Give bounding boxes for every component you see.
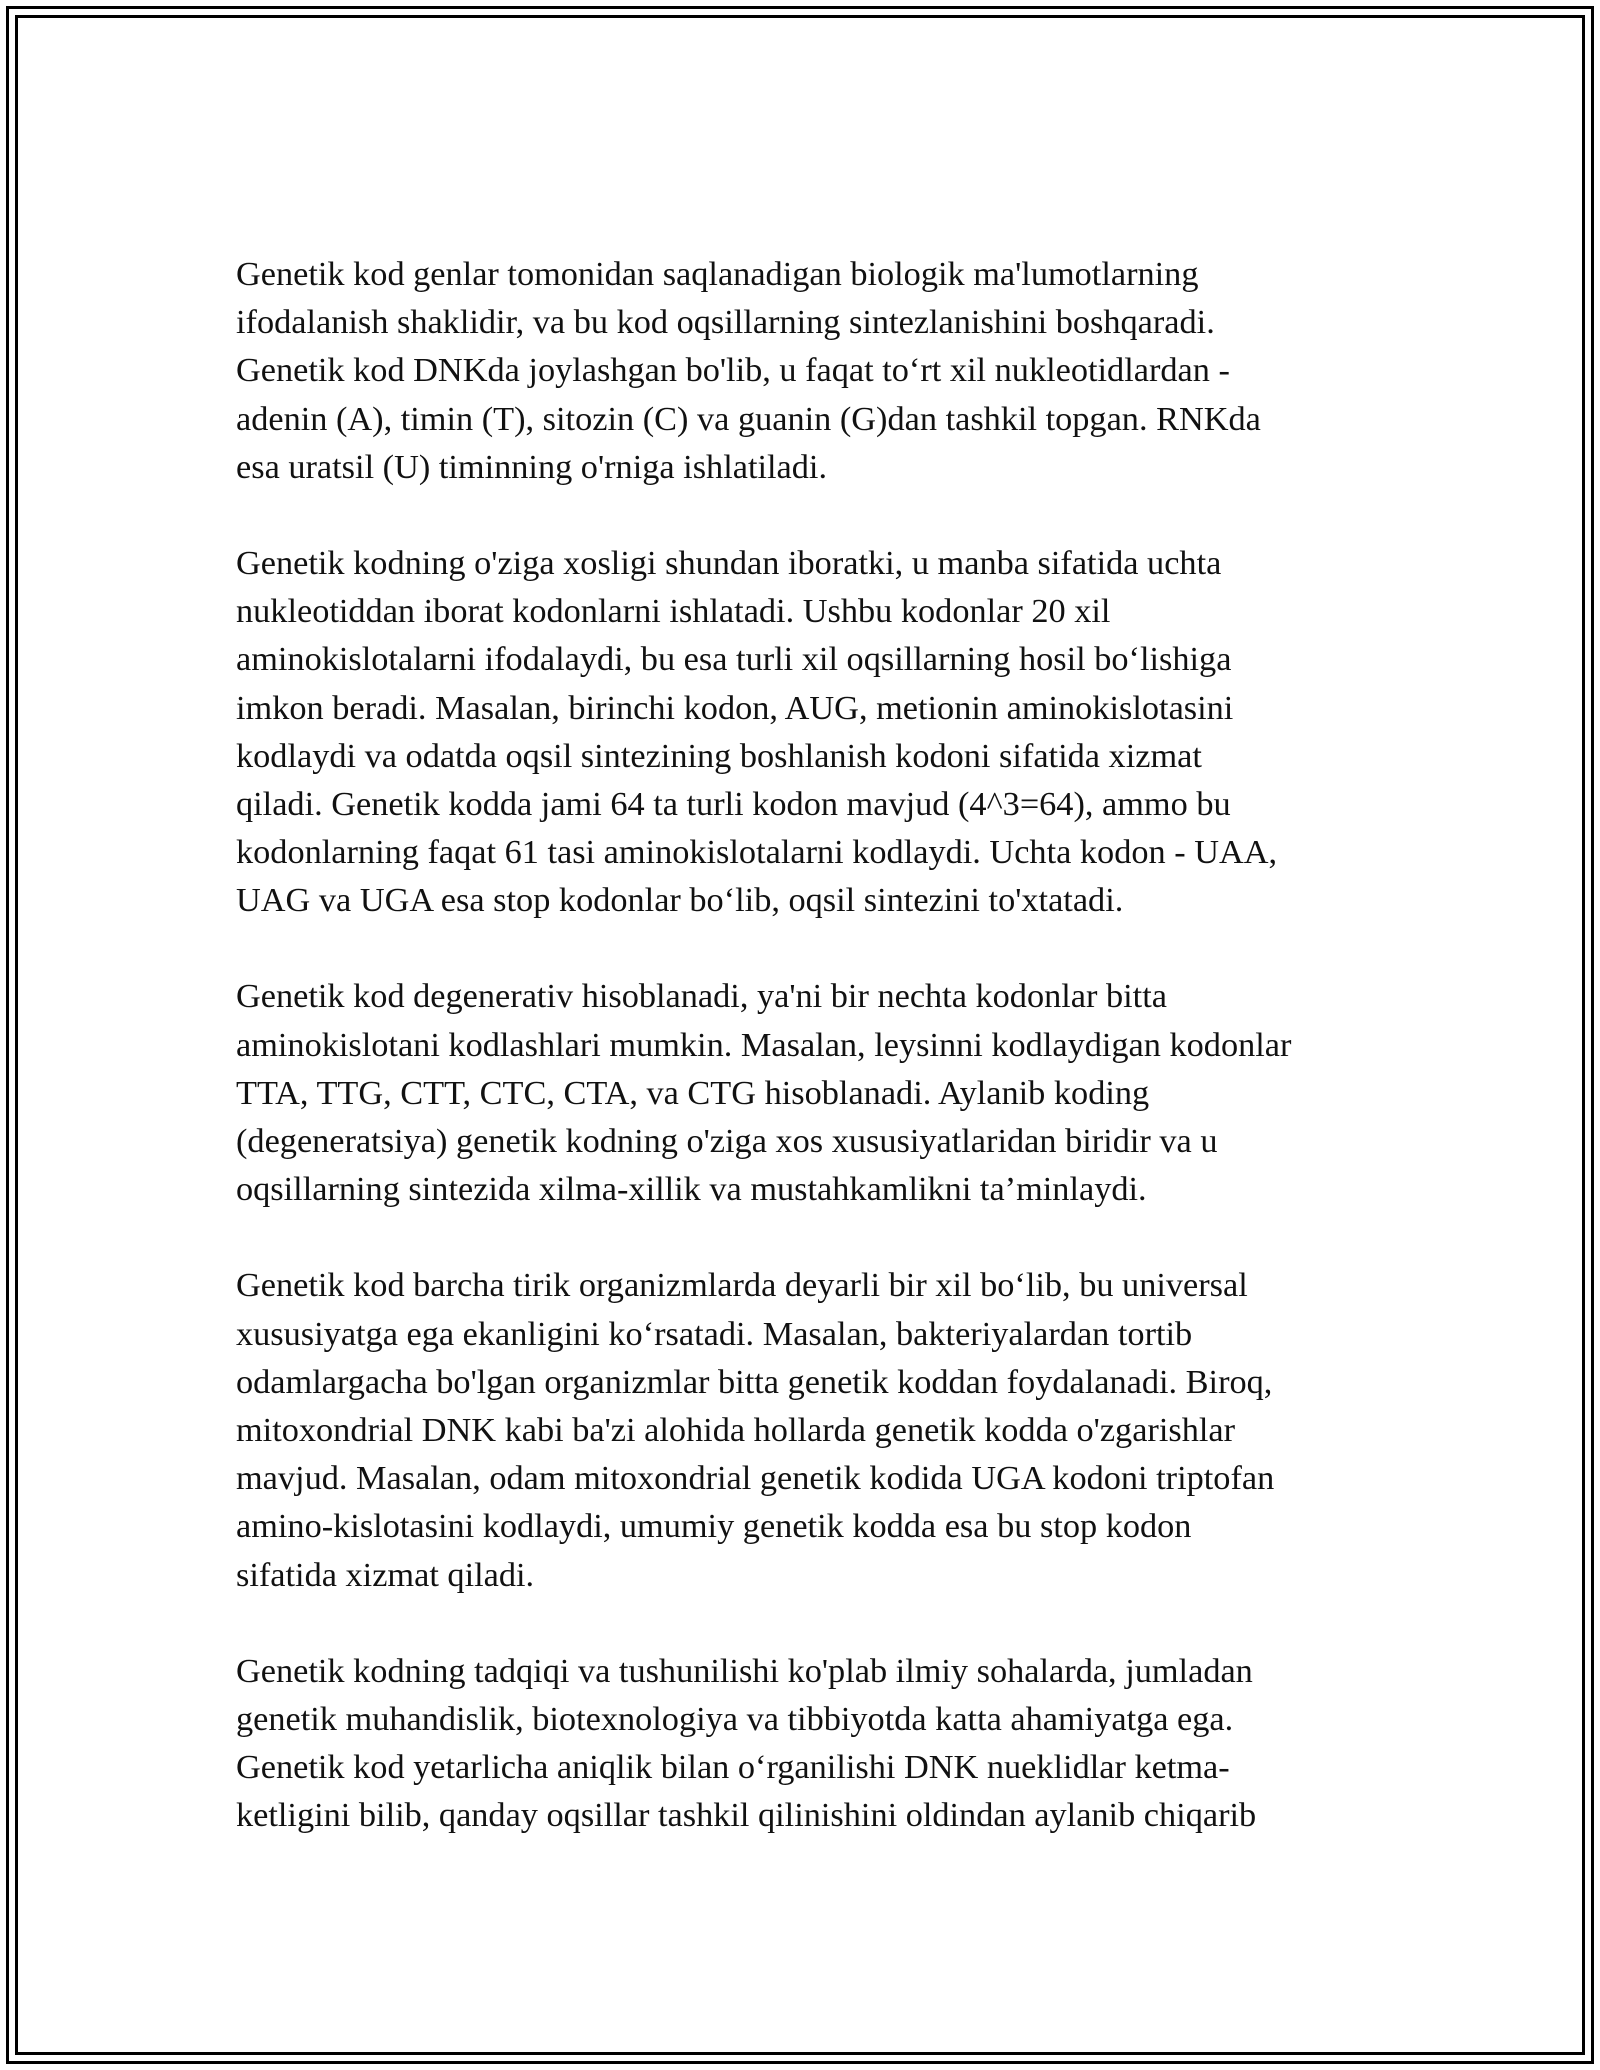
text-line: esa uratsil (U) timinning o'rniga ishlatiladi. bbox=[236, 447, 828, 486]
text-line: nukleotiddan iborat kodonlarni ishlatadi. Ushbu kodonlar 20 xil bbox=[236, 592, 1111, 631]
text-line: Genetik kodning o'ziga xosligi shundan iboratki, u manba sifatida uchta bbox=[236, 543, 1222, 582]
text-line: amino-kislotasini kodlaydi, umumiy genetik kodda esa bu stop kodon bbox=[236, 1507, 1192, 1546]
text-line: mavjud. Masalan, odam mitoxondrial genetik kodida UGA kodoni triptofan bbox=[236, 1459, 1275, 1498]
text-line: sifatida xizmat qiladi. bbox=[236, 1555, 535, 1594]
text-line: aminokislotani kodlashlari mumkin. Masalan, leysinni kodlaydigan kodonlar bbox=[236, 1025, 1292, 1064]
text-line: TTA, TTG, CTT, CTC, CTA, va CTG hisoblanadi. Aylanib koding bbox=[236, 1073, 1150, 1112]
text-line: UAG va UGA esa stop kodonlar bo‘lib, oqsil sintezini to'xtatadi. bbox=[236, 881, 1124, 920]
text-line: Genetik kod barcha tirik organizmlarda deyarli bir xil bo‘lib, bu universal bbox=[236, 1266, 1248, 1305]
text-line: kodlaydi va odatda oqsil sintezining boshlanish kodoni sifatida xizmat bbox=[236, 736, 1202, 775]
text-line: Genetik kod genlar tomonidan saqlanadigan biologik ma'lumotlarning bbox=[236, 255, 1199, 293]
text-line: qiladi. Genetik kodda jami 64 ta turli kodon mavjud (4^3=64), ammo bu bbox=[236, 784, 1231, 823]
text-line: mitoxondrial DNK kabi ba'zi alohida hollarda genetik kodda o'zgarishlar bbox=[236, 1410, 1236, 1449]
text-line: kodonlarning faqat 61 tasi aminokislotalarni kodlaydi. Uchta kodon - UAA, bbox=[236, 833, 1278, 872]
document-body bbox=[236, 250, 1376, 1887]
text-line: genetik muhandislik, biotexnologiya va tibbiyotda katta ahamiyatga ega. bbox=[236, 1699, 1234, 1738]
text-line: Genetik kod yetarlicha aniqlik bilan o‘rganilishi DNK nueklidlar ketma- bbox=[236, 1748, 1230, 1787]
paragraph bbox=[236, 1261, 1376, 1598]
text-line: oqsillarning sintezida xilma-xillik va mustahkamlikni ta’minlaydi. bbox=[236, 1170, 1147, 1209]
text-line: Genetik kod DNKda joylashgan bo'lib, u faqat to‘rt xil nukleotidlardan - bbox=[236, 351, 1230, 390]
text-line: ketligini bilib, qanday oqsillar tashkil qilinishini oldindan aylanib chiqarib bbox=[236, 1796, 1257, 1835]
text-line: (degeneratsiya) genetik kodning o'ziga xos xususiyatlaridan biridir va u bbox=[236, 1122, 1218, 1160]
text-line: Genetik kodning tadqiqi va tushunilishi ko'plab ilmiy sohalarda, jumladan bbox=[236, 1651, 1253, 1690]
text-line: aminokislotalarni ifodalaydi, bu esa turli xil oqsillarning hosil bo‘lishiga bbox=[236, 640, 1232, 679]
paragraph bbox=[236, 972, 1376, 1213]
text-line: xususiyatga ega ekanligini ko‘rsatadi. Masalan, bakteriyalardan tortib bbox=[236, 1314, 1193, 1353]
paragraph bbox=[236, 1647, 1376, 1840]
text-line: imkon beradi. Masalan, birinchi kodon, AUG, metionin aminokislotasini bbox=[236, 688, 1234, 727]
text-line: ifodalanish shaklidir, va bu kod oqsillarning sintezlanishini boshqaradi. bbox=[236, 303, 1215, 342]
text-line: adenin (A), timin (T), sitozin (C) va guanin (G)dan tashkil topgan. RNKda bbox=[236, 399, 1261, 438]
paragraph bbox=[236, 539, 1376, 925]
text-line: Genetik kod degenerativ hisoblanadi, ya'ni bir nechta kodonlar bitta bbox=[236, 977, 1167, 1016]
text-line: odamlargacha bo'lgan organizmlar bitta genetik koddan foydalanadi. Biroq, bbox=[236, 1362, 1273, 1401]
paragraph bbox=[236, 250, 1376, 491]
